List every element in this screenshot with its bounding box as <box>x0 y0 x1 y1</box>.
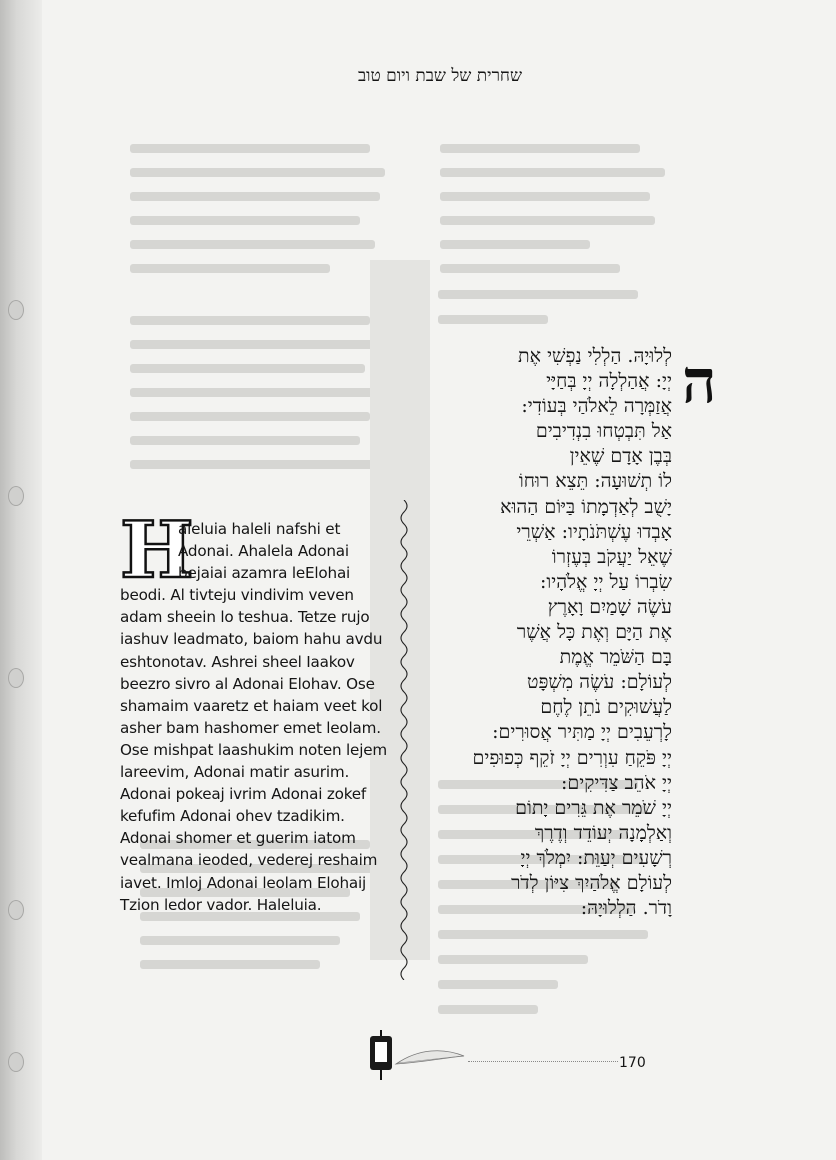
hebrew-text-block <box>408 344 672 921</box>
drop-cap-h: H <box>120 505 194 596</box>
hebrew-line: לְלוּיָהּ. הַלְלִי נַפְשִׁי אֶת <box>518 345 672 367</box>
feather-quill-icon <box>396 1051 464 1064</box>
binding-stitch <box>8 668 24 688</box>
hebrew-line: לָרְעֵבִים יְיָ מַתִּיר אֲסוּרִים: <box>492 721 672 744</box>
hebrew-line: יְיָ פֹּקֵחַ עִוְרִים יְיָ זֹקֵף כְּפוּפִים <box>472 746 672 769</box>
hebrew-line: יְיָ אֹהֵב צַדִּיקִים: <box>560 771 672 794</box>
hebrew-line: יְיָ שֹׁמֵר אֶת גֵּרִים יָתוֹם <box>515 796 672 819</box>
transliteration-block <box>120 505 392 916</box>
hebrew-line: יְיָ: אֲהַלְלָה יְיָ בְּחַיָּי <box>546 370 672 393</box>
hebrew-line: וָדֹר. הַלְלוּיָהּ: <box>580 897 672 920</box>
binding-stitch <box>8 900 24 920</box>
hebrew-line: לְעוֹלָם אֱלֹהַיִךְ צִיּוֹן לְדֹר <box>511 871 672 894</box>
hebrew-line: אָבְדוּ עֶשְׁתֹּנֹתָיו: אַשְׁרֵי <box>516 520 672 543</box>
page-number: 170 <box>619 1055 646 1071</box>
hebrew-line: שֶׁאֵל יַעֲקֹב בְּעֶזְרוֹ <box>551 545 672 568</box>
transliteration-body: beodi. Al tivteju vindivim veven adam sheein lo teshua. Tetze rujo iashuv leadmato, baiom hahu avdu eshtonotav. Ashrei sheel Iaakov beezro sivro al Adonai Elohav. Ose shamaim vaaretz et haiam veet kol asher bam hashomer emet leolam. Ose mishpat laashukim noten lejem lareevim, Adonai matir asurim. Adonai pokeaj ivrim Adonai zokef kefufim Adonai ohev tzadikim. Adonai shomer et guerim iatom vealmana ieoded, vederej reshaim iavet. Imloj Adonai leolam Elohaij Tzion ledor vador. Haleluia. <box>120 586 387 914</box>
hebrew-line: יָשֻׁב לְאַדְמָתוֹ בַּיּוֹם הַהוּא <box>500 495 672 518</box>
footer-rule <box>468 1061 618 1062</box>
page-header: שחרית של שבת ויום טוב <box>357 66 523 86</box>
hebrew-line: לַעֲשׁוּקִים נֹתֵן לֶחֶם <box>540 696 672 719</box>
hebrew-line: רְשָׁעִים יְעַוֵּת: יִמְלֹךְ יְיָ <box>520 846 672 869</box>
torah-scroll-icon <box>364 1030 474 1082</box>
hebrew-line: עֹשֶׂה שָׁמַיִם וָאָרֶץ <box>547 595 672 618</box>
binding-stitch <box>8 486 24 506</box>
hebrew-line: וְאַלְמָנָה יְעוֹדֵד וְדֶרֶךְ <box>534 821 672 844</box>
binding-stitch <box>8 300 24 320</box>
hebrew-line: בָּם הַשֹּׁמֵר אֱמֶת <box>559 646 672 669</box>
hebrew-drop-cap: ה <box>682 347 717 417</box>
hebrew-line: אֲזַמְּרָה לֵאלֹהַי בְּעוֹדִי: <box>521 395 672 418</box>
book-spine <box>0 0 42 1160</box>
hebrew-line: שִׂבְרוֹ עַל יְיָ אֱלֹהָיו: <box>540 570 672 593</box>
hebrew-line: לְעוֹלָם: עֹשֶׂה מִשְׁפָּט <box>526 671 672 694</box>
transliteration-first-lines: aleluia haleli nafshi et Adonai. Ahalela Adonai bejaiai azamra leElohai <box>178 520 351 583</box>
binding-stitch <box>8 1052 24 1072</box>
hebrew-line: אַל תִּבְטְחוּ בִנְדִיבִים <box>535 420 672 443</box>
hebrew-line: בְּבֶן אָדָם שֶׁאֵין <box>569 445 672 468</box>
hebrew-line: אֶת הַיָּם וְאֶת כָּל אֲשֶׁר <box>516 621 672 644</box>
hebrew-line: לוֹ תְשׁוּעָה: תֵּצֵא רוּחוֹ <box>518 470 672 493</box>
